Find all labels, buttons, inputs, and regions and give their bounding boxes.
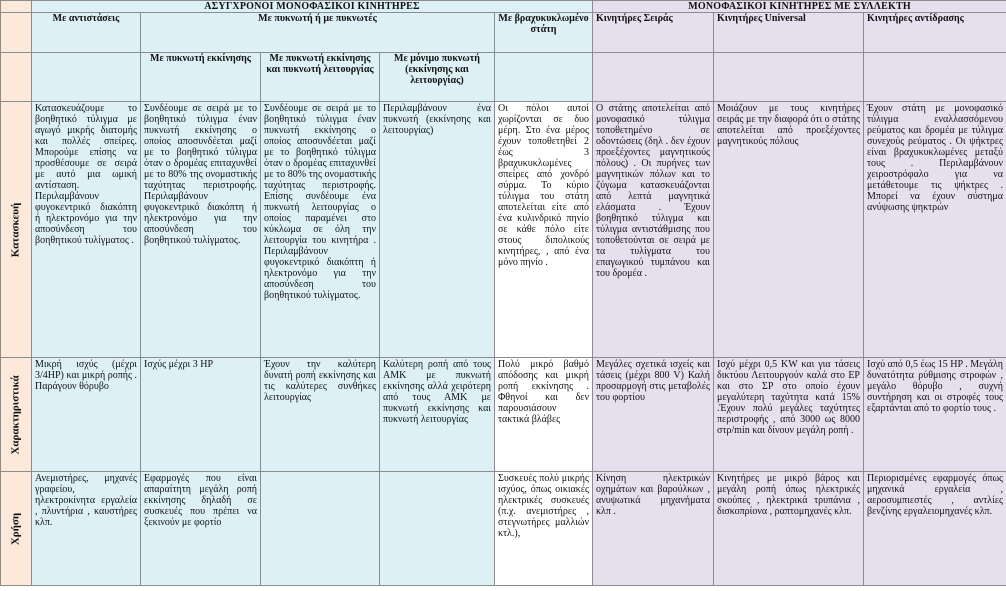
subheader-empty-reaction — [864, 53, 1006, 102]
header-capacitor: Με πυκνωτή ή με πυκνωτές — [141, 13, 495, 53]
row-label-construction-text: Κατασκευή — [9, 202, 22, 257]
row-label-empty-2 — [1, 53, 32, 102]
row-label-usage — [1, 472, 32, 586]
characteristics-cap-start: Ισχύς μέχρι 3 HP — [141, 358, 261, 472]
characteristics-series: Μεγάλες σχετικά ισχείς και τάσεις (μέχρι 800 V) Καλή προσαρμογή στις μεταβολές του φορτίου — [593, 358, 714, 472]
header-reaction: Κινητήρες αντίδρασης — [864, 13, 1006, 53]
subheader-cap-start-run: Με πυκνωτή εκκίνησης και πυκνωτή λειτουργίας — [261, 53, 380, 102]
usage-reaction: Περιορισμένες εφαρμογές όπως μηχανικά εργαλεία , αεροσυμπιεστές , αντλίες βενζίνης εργαλειομηχανές κλπ. — [864, 472, 1006, 586]
row-label-empty — [1, 13, 32, 53]
header-resistors: Με αντιστάσεις — [32, 13, 141, 53]
construction-cap-start-run: Συνδέουμε σε σειρά με το βοηθητικό τύλιγμα έναν πυκνωτή εκκίνησης ο οποίος αποσυνδέεται μαζί με το βοηθητικό τύλιγμα όταν ο δρομέας επιταχυνθεί με το 80% της ονομαστικής ταχύτητας περιστροφής. Επίσης συνδέουμε ένα πυκνωτή λειτουργίας ο οποίος παραμένει στο κύκλωμα σε όλη την λειτουργία του κινητήρα . Περιλαμβάνουν φυγοκεντρικό διακόπτη ή ηλεκτρονόμο για την αποσύνδεση του βοηθητικού τυλίγματος. — [261, 102, 380, 358]
construction-resistors: Κατασκευάζουμε το βοηθητικό τύλιγμα με αγωγό μικρής διατομής και πολλές σπείρες. Μπορούμε επίσης να προσθέσουμε σε σειρά με αυτό μια ωμική αντίσταση. Περιλαμβάνουν φυγοκεντρικό διακόπτη ή ηλεκτρονόμο για την αποσύνδεση του βοηθητικού τυλίγματος . — [32, 102, 141, 358]
usage-universal: Κινητήρες με μικρό βάρος και μεγάλη ροπή όπως ηλεκτρικές σκούπες , ηλεκτρικά τρυπάνια , δισκοπρίονα , ραπτομηχανές κλπ. — [714, 472, 864, 586]
usage-cap-permanent — [380, 472, 495, 586]
subheader-empty-series — [593, 53, 714, 102]
characteristics-resistors: Μικρή ισχύς (μέχρι 3/4HP) και μικρή ροπής . Παράγουν θόρυβο — [32, 358, 141, 472]
usage-series: Κίνηση ηλεκτρικών οχημάτων και βαρούλκων , ανυψωτικά μηχανήματα κλπ . — [593, 472, 714, 586]
usage-cap-start-run — [261, 472, 380, 586]
usage-resistors: Ανεμιστήρες, μηχανές γραφείου, ηλεκτροκίνητα εργαλεία , πλυντήρια , καυστήρες κλπ. — [32, 472, 141, 586]
characteristics-universal: Ισχύ μέχρι 0,5 KW και για τάσεις δικτύου Λειτουργούν καλά στο ΕΡ και στο ΣΡ στο οποίο έχουν μεγαλύτερη ταχύτητα κατά 15% .Έχουν πολύ μεγάλες ταχύτητες περιστροφής , από 3000 ως 8000 στρ/min και δίνουν μεγάλη ροπή . — [714, 358, 864, 472]
characteristics-cap-start-run: Έχουν την καλύτερη δυνατή ροπή εκκίνησης και τις καλύτερες συνθήκες λειτουργίας — [261, 358, 380, 472]
construction-reaction: Έχουν στάτη με μονοφασικό τύλιγμα εναλλασσόμενου ρεύματος και δρομέα με τύλιγμα συνεχούς ρεύματος . Οι ψήκτρες είναι βραχυκυκλωμένες μεταξύ τους . Περιλαμβάνουν χειροστρόφαλο για να μετάθετουμε τις ψήκτρες . Μπορεί να έχουν σύστημα ανύψωσης ψηκτρών — [864, 102, 1006, 358]
characteristics-cap-permanent: Καλύτερη ροπή από τους ΑΜΚ με πυκνωτή εκκίνησης αλλά χειρότερη από τους ΑΜΚ με πυκνωτή εκκίνησης και πυκνωτή λειτουργίας — [380, 358, 495, 472]
header-series: Κινητήρες Σειράς — [593, 13, 714, 53]
subheader-cap-start: Με πυκνωτή εκκίνησης — [141, 53, 261, 102]
construction-shaded-pole: Οι πόλοι αυτοί χωρίζονται σε δυο μέρη. Στο ένα μέρος έχουν τοποθετηθεί 2 έως 3 βραχυκυκλωμένες σπείρες από χονδρό σύρμα. Το κύριο τύλιγμα του στάτη αποτελείται είτε από ένα κυλινδρικό πηνίο σε κάθε πόλο είτε στους διπολικούς κινητήρες, , από ένα μόνο πηνίο . — [495, 102, 593, 358]
section-commutator-header: ΜΟΝΟΦΑΣΙΚΟΙ ΚΙΝΗΤΗΡΕΣ ΜΕ ΣΥΛΛΕΚΤΗ — [593, 1, 1006, 13]
row-label-usage-text: Χρήση — [9, 512, 22, 545]
row-label-characteristics-text: Χαρακτηριστικά — [9, 374, 22, 455]
usage-shaded-pole: Συσκευές πολύ μικρής ισχύος, όπως οικιακές ηλεκτρικές συσκευές (π.χ. ανεμιστήρες , στεγνωτήρες μαλλιών κτλ.), — [495, 472, 593, 586]
corner-cell — [1, 1, 32, 13]
row-label-characteristics — [1, 358, 32, 472]
construction-cap-start: Συνδέουμε σε σειρά με το βοηθητικό τύλιγμα έναν πυκνωτή εκκίνησης ο οποίος αποσυνδέεται μαζί με το βοηθητικό τύλιγμα όταν ο δρομέας επιταχυνθεί με το 80% της ονομαστικής ταχύτητας περιστροφής. Περιλαμβάνουν φυγοκεντρικό διακόπτη ή ηλεκτρονόμο για την αποσύνδεση του βοηθητικού τυλίγματος. — [141, 102, 261, 358]
construction-universal: Μοιάζουν με τους κινητήρες σειράς με την διαφορά ότι ο στάτης αποτελείται από προεξέχοντες μαγνητικούς πόλους — [714, 102, 864, 358]
section-async-header: ΑΣΥΓΧΡΟΝΟΙ ΜΟΝΟΦΑΣΙΚΟΙ ΚΙΝΗΤΗΡΕΣ — [32, 1, 593, 13]
row-label-construction — [1, 102, 32, 358]
header-shaded-pole: Με βραχυκυκλωμένο στάτη — [495, 13, 593, 53]
subheader-empty-universal — [714, 53, 864, 102]
construction-series: Ο στάτης αποτελείται από μονοφασικό τύλιγμα τοποθετημένο σε οδοντώσεις (δηλ . δεν έχουν προεξέχοντες μαγνητικούς πόλους) . Οι πυρήνες των μαγνητικών πόλων και το ζύγωμα κατασκευάζονται από λεπτά μαγνητικά ελάσματα . Έχουν βοηθητικό τύλιγμα και τύλιγμα αντιστάθμισης που τοποθετούνται σε σειρά με τα τυλίγματα του επαγωγικού τυμπάνου και του δρομέα . — [593, 102, 714, 358]
subheader-empty-shaded — [495, 53, 593, 102]
header-universal: Κινητήρες Universal — [714, 13, 864, 53]
subheader-cap-permanent: Με μόνιμο πυκνωτή (εκκίνησης και λειτουργίας) — [380, 53, 495, 102]
subheader-empty-resistors — [32, 53, 141, 102]
construction-cap-permanent: Περιλαμβάνουν ένα πυκνωτή (εκκίνησης και λειτουργίας) — [380, 102, 495, 358]
usage-cap-start: Εφαρμογές που είναι απαραίτητη μεγάλη ροπή εκκίνησης δηλαδή σε συσκευές που πρέπει να ξεκινούν με φορτίο — [141, 472, 261, 586]
characteristics-shaded-pole: Πολύ μικρό βαθμό απόδοσης και μικρή ροπή εκκίνησης . Φθηνοί και δεν παρουσιάσουν τακτικά βλάβες — [495, 358, 593, 472]
characteristics-reaction: Ισχύ από 0,5 έως 15 HP . Μεγάλη δυνατότητα ρύθμισης στροφών , μεγάλο θόρυβο , συχνή συντήρηση και οι στροφές τους εξαρτάνται από το φορτίο τους . — [864, 358, 1006, 472]
